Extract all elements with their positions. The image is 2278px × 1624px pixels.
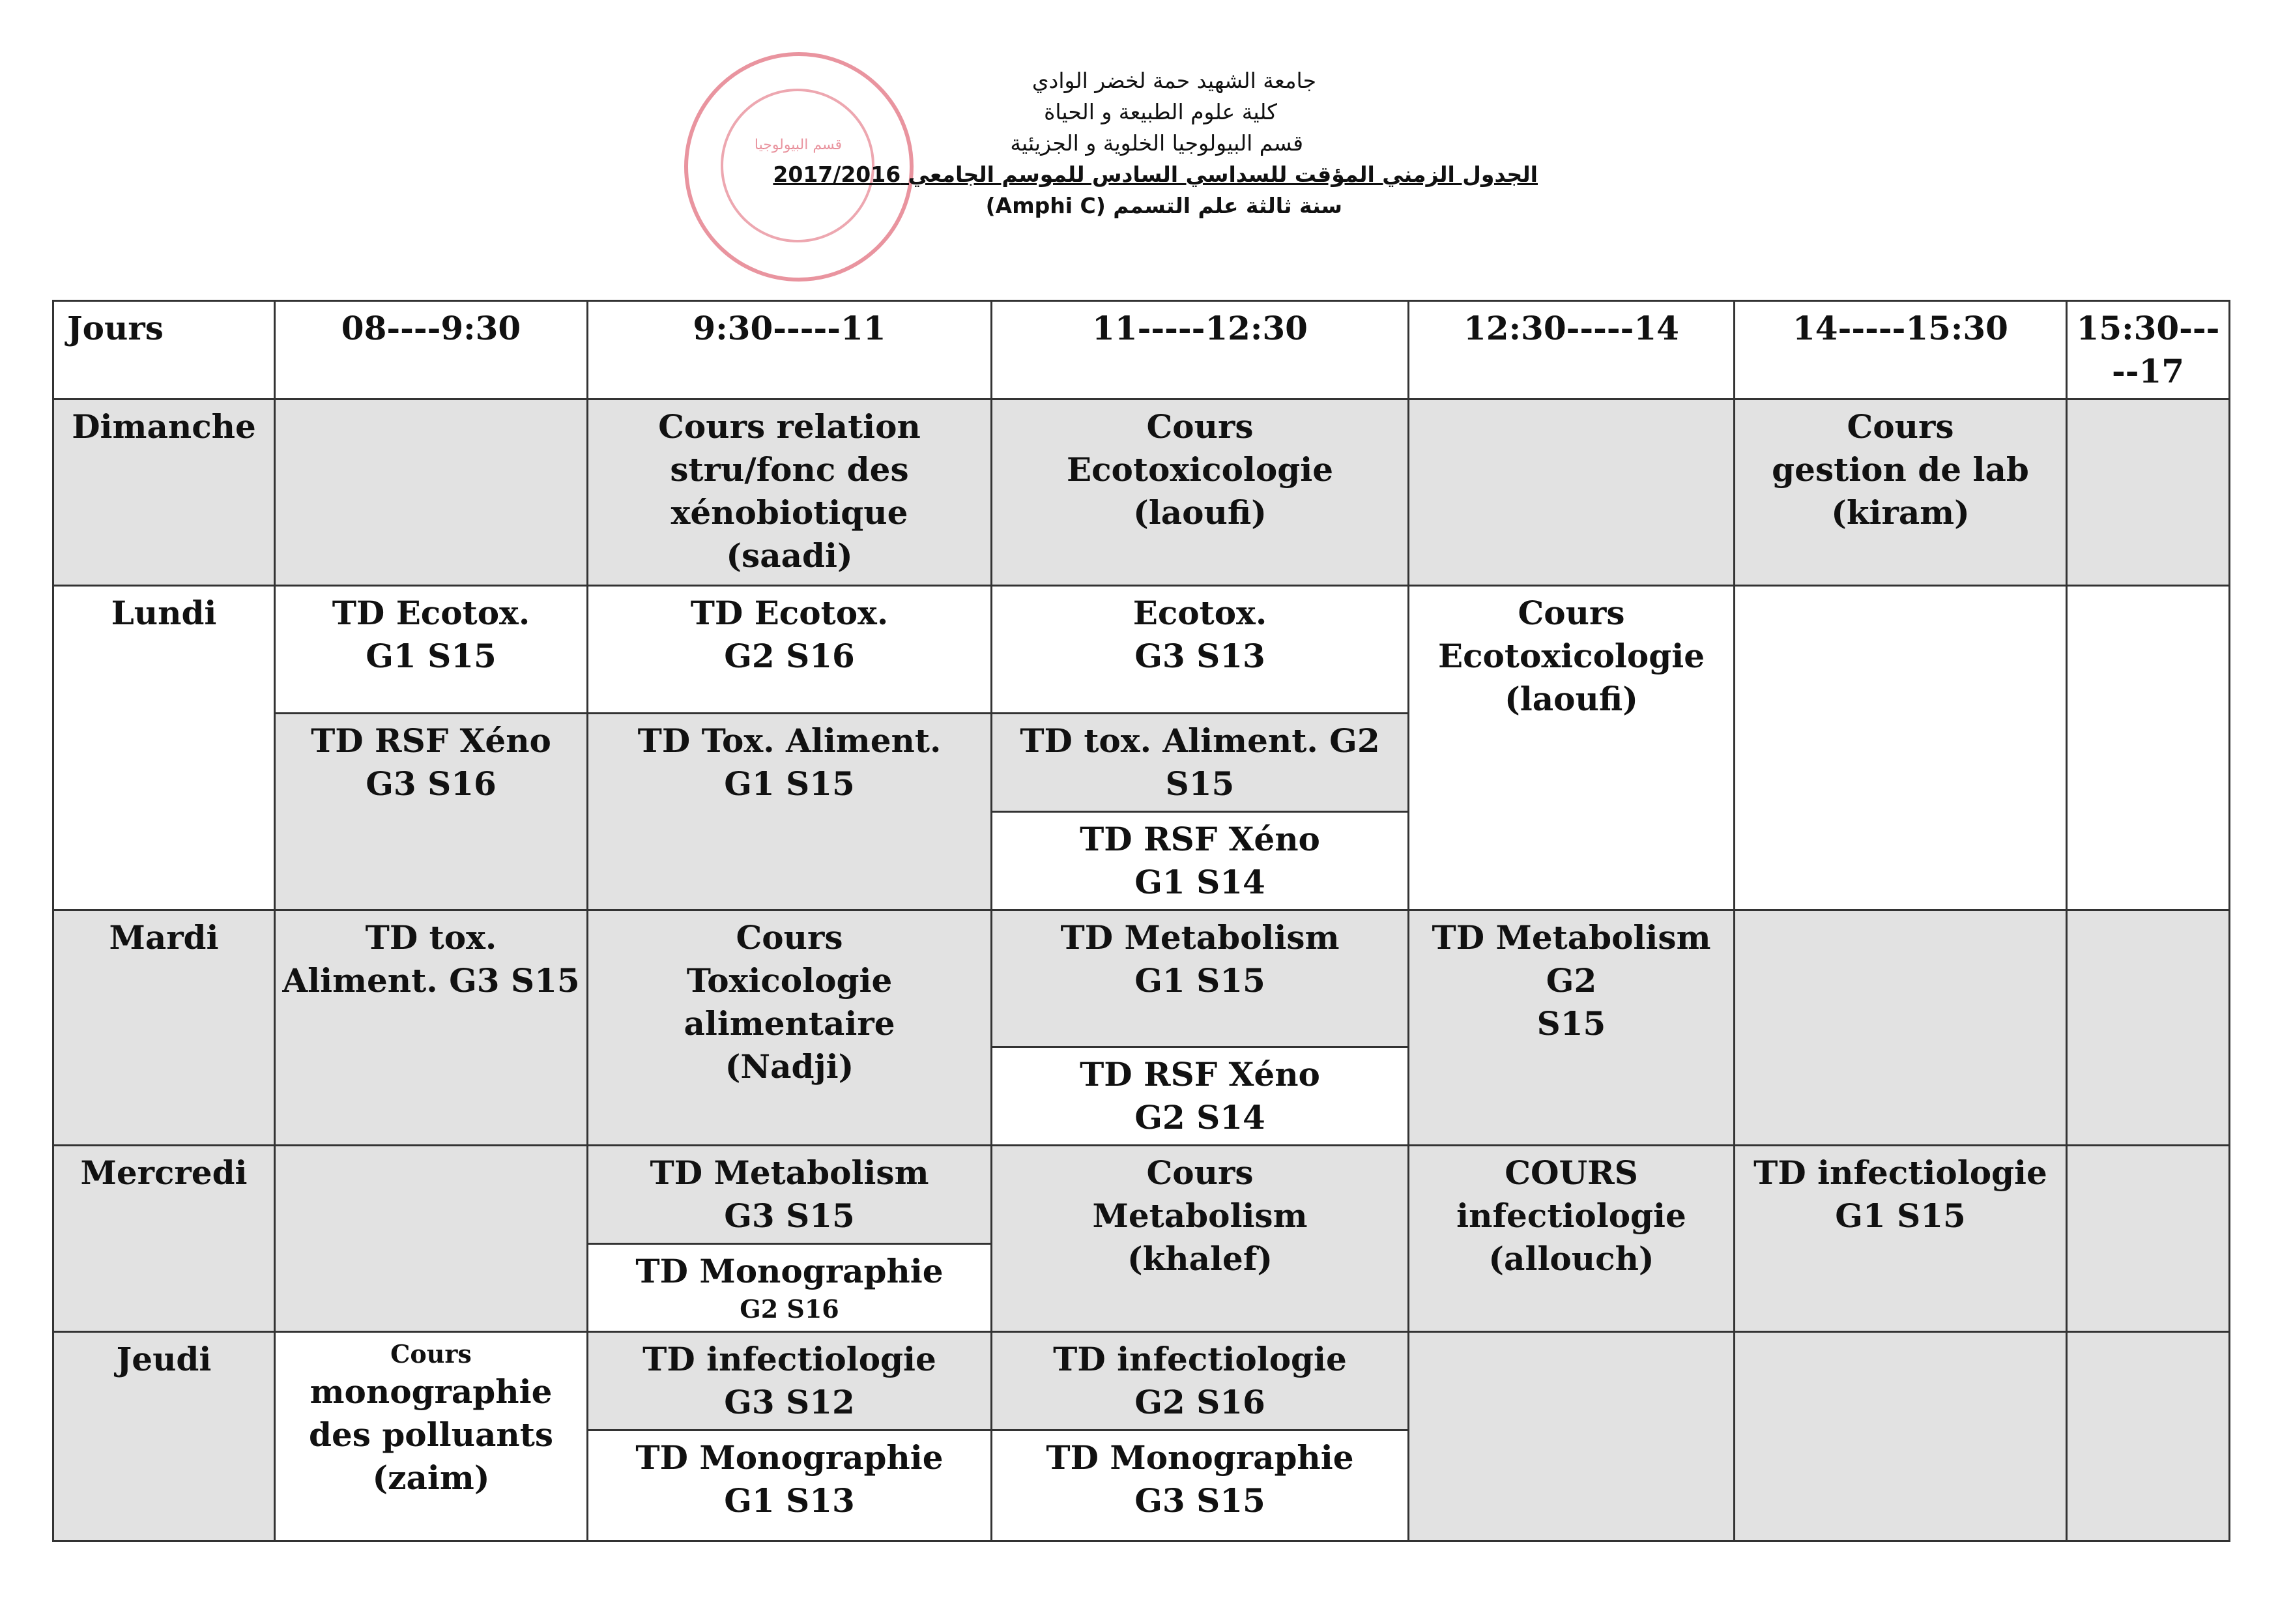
session-line: TD Metabolism [1432, 918, 1711, 957]
session-line: Ecotoxicologie [1437, 637, 1705, 675]
document-header [704, 65, 1538, 222]
session-cell [992, 1332, 1409, 1430]
col-header-slot: 14-----15:30 [1735, 301, 2067, 399]
empty-cell [2067, 1332, 2230, 1541]
session-cell [992, 812, 1409, 910]
row-lundi [53, 586, 2230, 714]
session-line: gestion de lab [1772, 450, 2029, 489]
session-line: Cours [736, 918, 843, 957]
session-line: TD RSF Xéno [1080, 820, 1320, 858]
session-line: (khalef) [1127, 1240, 1273, 1278]
session-cell [992, 714, 1409, 812]
col-header-slot: 15:30-----17 [2067, 301, 2230, 399]
empty-cell [1409, 399, 1735, 586]
session-line: TD RSF Xéno [1080, 1055, 1320, 1094]
day-label: Lundi [53, 586, 275, 910]
session-cell [992, 1047, 1409, 1146]
day-label: Mercredi [53, 1146, 275, 1332]
session-line: G2 S16 [1134, 1383, 1265, 1421]
session-line: TD Metabolism [1060, 918, 1340, 957]
session-cell [992, 1146, 1409, 1332]
col-header-slot: 9:30-----11 [588, 301, 992, 399]
session-line: (allouch) [1488, 1240, 1654, 1278]
session-cell [1409, 586, 1735, 910]
day-label: Dimanche [53, 399, 275, 586]
session-line: G3 S15 [724, 1196, 855, 1235]
session-line: Aliment. G3 S15 [282, 961, 580, 1000]
session-cell [992, 1430, 1409, 1541]
session-line: G2 [1546, 961, 1597, 1000]
session-line: G1 S15 [366, 637, 497, 675]
department-name: قسم البيولوجيا الخلوية و الجزيئية [1010, 130, 1303, 156]
empty-cell [275, 399, 588, 586]
session-line: Toxicologie [686, 961, 893, 1000]
session-line: TD infectiologie [642, 1340, 936, 1378]
session-line: Cours [1146, 1153, 1254, 1192]
session-line: S15 [1536, 1004, 1606, 1043]
empty-cell [1735, 1332, 2067, 1541]
session-line: TD infectiologie [1053, 1340, 1347, 1378]
session-line: Ecotoxicologie [1066, 450, 1334, 489]
session-cell [588, 714, 992, 910]
table-header-row [53, 301, 2230, 399]
col-header-slot: 12:30-----14 [1409, 301, 1735, 399]
session-line: Cours [1518, 594, 1625, 632]
row-dimanche [53, 399, 2230, 586]
session-cell [275, 586, 588, 714]
session-line: G1 S15 [1835, 1196, 1966, 1235]
session-line: Cours [1146, 407, 1254, 446]
session-line: G2 S16 [740, 1294, 839, 1324]
session-line: TD Ecotox. [332, 594, 530, 632]
session-line: G1 S15 [1134, 961, 1265, 1000]
session-line: G3 S15 [1134, 1481, 1265, 1520]
session-line: (zaim) [372, 1458, 490, 1497]
col-header-slot: 08----9:30 [275, 301, 588, 399]
session-cell [588, 910, 992, 1146]
empty-cell [1735, 586, 2067, 910]
session-cell [1409, 1146, 1735, 1332]
session-cell [1735, 399, 2067, 586]
session-cell [588, 1244, 992, 1332]
session-cell [992, 586, 1409, 714]
empty-cell [2067, 1146, 2230, 1332]
session-line: Ecotox. [1132, 594, 1267, 632]
session-line: (saadi) [726, 536, 853, 575]
row-mardi [53, 910, 2230, 1047]
session-line: (laoufi) [1133, 493, 1267, 532]
session-line: stru/fonc des [670, 450, 909, 489]
session-line: TD Monographie [1046, 1438, 1354, 1477]
session-line: G1 S13 [724, 1481, 855, 1520]
session-cell [1409, 910, 1735, 1146]
empty-cell [2067, 910, 2230, 1146]
session-cell [588, 1332, 992, 1430]
session-line: (kiram) [1831, 493, 1970, 532]
session-line: COURS [1505, 1153, 1638, 1192]
session-line: G1 S15 [724, 764, 855, 803]
col-header-slot: 11-----12:30 [992, 301, 1409, 399]
session-line: TD Monographie [635, 1252, 944, 1290]
session-line: G2 S16 [724, 637, 855, 675]
session-line: infectiologie [1456, 1196, 1686, 1235]
session-cell [275, 910, 588, 1146]
session-line: Cours [1847, 407, 1954, 446]
session-line: TD Monographie [635, 1438, 944, 1477]
session-line: xénobiotique [670, 493, 908, 532]
session-line: Cours relation [658, 407, 921, 446]
stamp-text: قسم البيولوجيا [754, 137, 843, 153]
empty-cell [2067, 399, 2230, 586]
session-line: G1 S14 [1134, 863, 1265, 901]
session-line: TD infectiologie [1753, 1153, 2047, 1192]
session-cell [275, 714, 588, 910]
timetable [52, 300, 2230, 1542]
session-line: alimentaire [684, 1004, 895, 1043]
session-cell [588, 1430, 992, 1541]
day-label: Jeudi [53, 1332, 275, 1541]
empty-cell [2067, 586, 2230, 910]
session-cell [992, 399, 1409, 586]
schedule-title: الجدول الزمني المؤقت للسداسي السادس للموسم الجامعي 2017/2016 [773, 162, 1538, 187]
session-cell [588, 1146, 992, 1244]
day-label: Mardi [53, 910, 275, 1146]
empty-cell [1409, 1332, 1735, 1541]
session-line: TD tox. [365, 918, 497, 957]
session-line: TD RSF Xéno [311, 721, 551, 760]
session-line: G2 S14 [1134, 1098, 1265, 1137]
session-cell [588, 399, 992, 586]
empty-cell [275, 1146, 588, 1332]
session-line: Metabolism [1092, 1196, 1308, 1235]
schedule-subtitle: سنة ثالثة علم التسمم (Amphi C) [985, 193, 1342, 218]
session-line: G3 S12 [724, 1383, 855, 1421]
session-cell [1735, 1146, 2067, 1332]
session-cell [992, 910, 1409, 1047]
session-line: TD tox. Aliment. G2 [1020, 721, 1380, 760]
empty-cell [1735, 910, 2067, 1146]
session-line: G3 S13 [1134, 637, 1265, 675]
session-cell [275, 1332, 588, 1541]
session-line: des polluants [309, 1415, 553, 1454]
session-line: S15 [1165, 764, 1235, 803]
session-cell [588, 586, 992, 714]
session-line: TD Metabolism [650, 1153, 929, 1192]
session-line: (laoufi) [1505, 680, 1638, 718]
session-line: monographie [310, 1372, 553, 1411]
col-header-jours: Jours [53, 301, 275, 399]
session-line: G3 S16 [366, 764, 497, 803]
row-jeudi [53, 1332, 2230, 1430]
session-line: (Nadji) [725, 1047, 854, 1086]
row-mercredi [53, 1146, 2230, 1244]
session-line: TD Tox. Aliment. [637, 721, 942, 760]
university-name: جامعة الشهيد حمة لخضر الوادي [1031, 68, 1316, 93]
session-line: Cours [390, 1339, 472, 1369]
session-line: TD Ecotox. [690, 594, 889, 632]
faculty-name: كلية علوم الطبيعة و الحياة [1044, 99, 1277, 124]
